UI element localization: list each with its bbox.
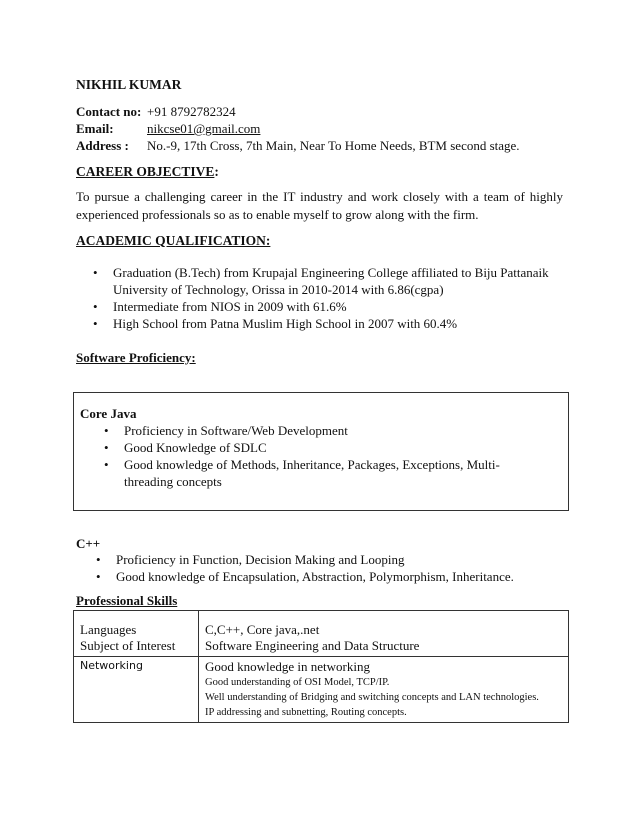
- subject-label: Subject of Interest: [80, 638, 176, 653]
- academic-item: • Intermediate from NIOS in 2009 with 61.6%: [93, 298, 563, 315]
- email-link[interactable]: nikcse01@gmail.com: [147, 121, 261, 136]
- core-java-title: Core Java: [80, 406, 137, 421]
- networking-label: Networking: [74, 657, 199, 723]
- cpp-item: • Good knowledge of Encapsulation, Abstraction, Polymorphism, Inheritance.: [96, 568, 566, 585]
- email-label: Email:: [76, 121, 114, 136]
- professional-skills-table: [73, 610, 569, 723]
- table-cell-label: [74, 611, 199, 657]
- languages-label: Languages: [80, 622, 137, 637]
- networking-detail: IP addressing and subnetting, Routing concepts.: [205, 707, 407, 718]
- academic-list: [93, 264, 563, 332]
- networking-detail: Well understanding of Bridging and switching concepts and LAN technologies.: [205, 692, 539, 703]
- cpp-item: • Proficiency in Function, Decision Making and Looping: [96, 551, 566, 568]
- phone-label: Contact no:: [76, 104, 142, 119]
- career-objective-text: To pursue a challenging career in the IT industry and work closely with a team of highly experienced professionals so as to enable myself to grow along with the firm.: [76, 189, 563, 222]
- table-cell-value: [199, 611, 569, 657]
- core-java-item: • Good Knowledge of SDLC: [104, 439, 534, 456]
- career-objective-title: CAREER OBJECTIVE: [76, 164, 215, 179]
- core-java-item: • Proficiency in Software/Web Development: [104, 422, 534, 439]
- networking-value: Good knowledge in networking: [205, 659, 371, 674]
- academic-item: • Graduation (B.Tech) from Krupajal Engineering College affiliated to Biju Pattanaik University of Technology, Orissa in 2010-2014 with 6.86(cgpa): [93, 264, 553, 298]
- academic-heading: ACADEMIC QUALIFICATION:: [76, 233, 271, 248]
- cpp-title: C++: [76, 536, 101, 551]
- academic-item: • High School from Patna Muslim High School in 2007 with 60.4%: [93, 315, 563, 332]
- table-row: [74, 611, 569, 657]
- table-cell-value: [199, 657, 569, 723]
- professional-skills-heading: Professional Skills: [76, 593, 178, 608]
- address-label: Address :: [76, 138, 129, 153]
- subject-value: Software Engineering and Data Structure: [205, 638, 420, 653]
- core-java-box: [73, 392, 569, 511]
- core-java-item: • Good knowledge of Methods, Inheritance, Packages, Exceptions, Multi-threading concepts: [104, 456, 534, 490]
- software-heading: Software Proficiency:: [76, 350, 196, 365]
- languages-value: C,C++, Core java,.net: [205, 622, 320, 637]
- phone-value: +91 8792782324: [147, 104, 236, 119]
- core-java-list: [104, 422, 534, 490]
- candidate-name: NIKHIL KUMAR: [76, 77, 182, 92]
- networking-detail: Good understanding of OSI Model, TCP/IP.: [205, 677, 390, 688]
- table-row: [74, 657, 569, 723]
- career-objective-colon: :: [214, 164, 219, 179]
- cpp-list: [96, 551, 566, 585]
- career-objective-heading: [76, 164, 219, 180]
- address-value: No.-9, 17th Cross, 7th Main, Near To Home Needs, BTM second stage.: [147, 138, 520, 153]
